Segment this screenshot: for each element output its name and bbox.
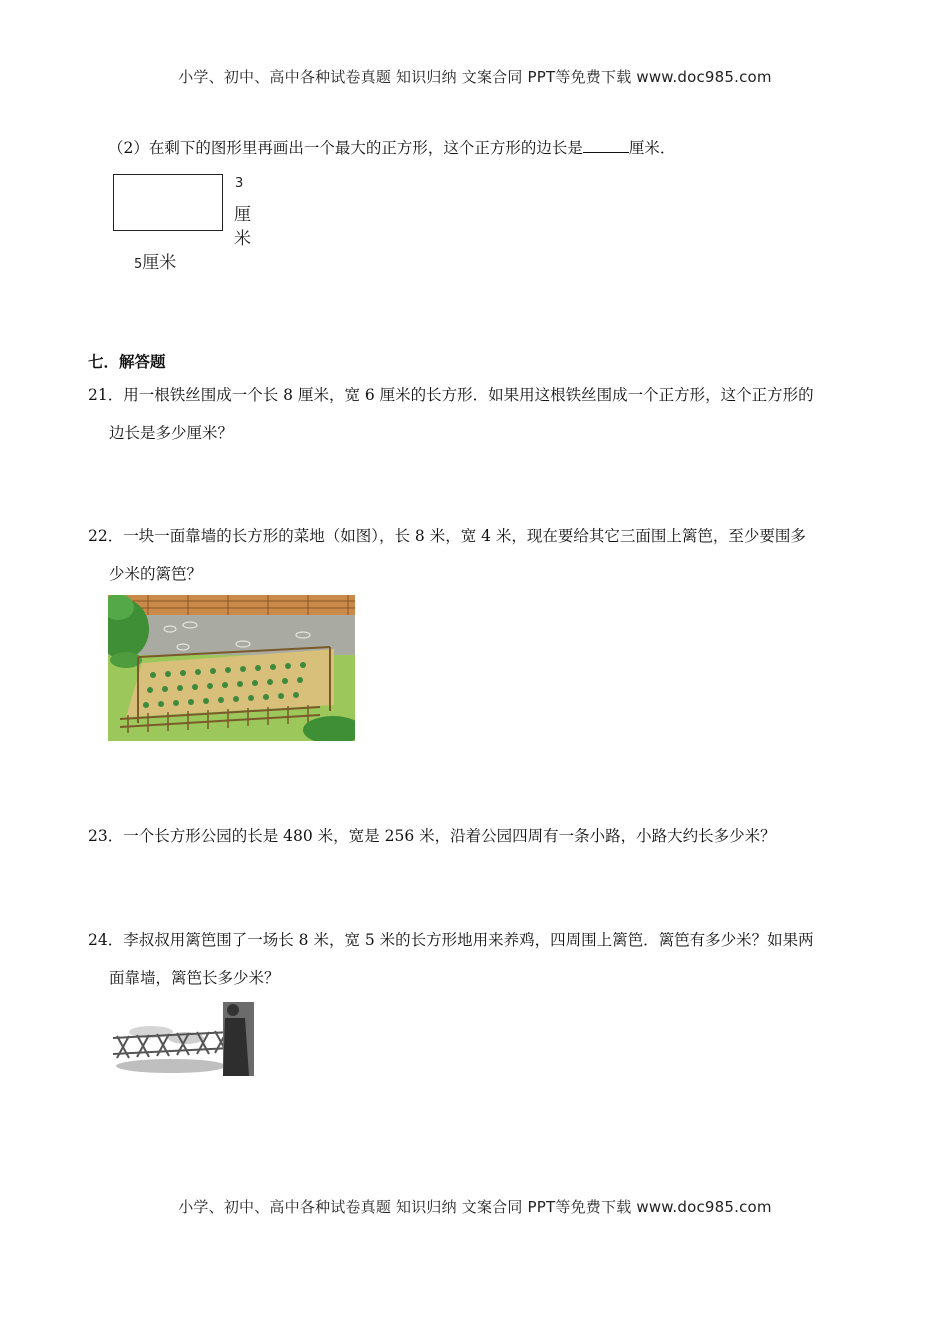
width-label: [134, 248, 176, 273]
rectangle-figure: [113, 174, 223, 231]
question-23-line-1: 23．一个长方形公园的长是 480 米，宽是 256 米，沿着公园四周有一条小路，小路大约长多少米？: [88, 827, 776, 845]
page-footer: 小学、初中、高中各种试卷真题 知识归纳 文案合同 PPT等免费下载 www.doc985.com: [178, 1198, 772, 1216]
section-title: 七．解答题: [88, 352, 166, 371]
width-number-label: 5: [134, 257, 143, 272]
page-header: 小学、初中、高中各种试卷真题 知识归纳 文案合同 PPT等免费下载 www.doc985.com: [178, 68, 772, 86]
fence-and-man-illustration: [111, 1002, 254, 1076]
question-21-line-1: 21．用一根铁丝围成一个长 8 厘米，宽 6 厘米的长方形．如果用这根铁丝围成一个正方形，这个正方形的: [88, 386, 814, 404]
question-23: [88, 817, 868, 855]
question-24: [88, 921, 868, 997]
height-unit-label-1: 厘: [234, 205, 251, 225]
height-unit-label-2: 米: [234, 229, 251, 249]
question-22-line-1: 22．一块一面靠墙的长方形的菜地（如图），长 8 米，宽 4 米，现在要给其它三面围上篱笆，至少要围多: [88, 527, 806, 545]
question-21-line-2: 边长是多少厘米？: [109, 424, 234, 442]
part-2-unit: 厘米．: [628, 139, 676, 157]
question-part-2: [108, 136, 675, 158]
width-unit-label: 厘米: [142, 253, 177, 273]
question-24-line-1: 24．李叔叔用篱笆围了一场长 8 米，宽 5 米的长方形地用来养鸡，四周围上篱笆．篱笆有多少米？如果两: [88, 931, 814, 949]
question-21: [88, 376, 868, 452]
vegetable-garden-illustration: [108, 595, 355, 741]
question-22: [88, 517, 868, 593]
question-24-line-2: 面靠墙，篱笆长多少米？: [109, 969, 280, 987]
height-number-label: 3: [235, 176, 244, 191]
question-22-line-2: 少米的篱笆？: [109, 565, 203, 583]
answer-blank[interactable]: [583, 138, 629, 153]
part-2-text: （2）在剩下的图形里再画出一个最大的正方形，这个正方形的边长是: [108, 139, 583, 157]
